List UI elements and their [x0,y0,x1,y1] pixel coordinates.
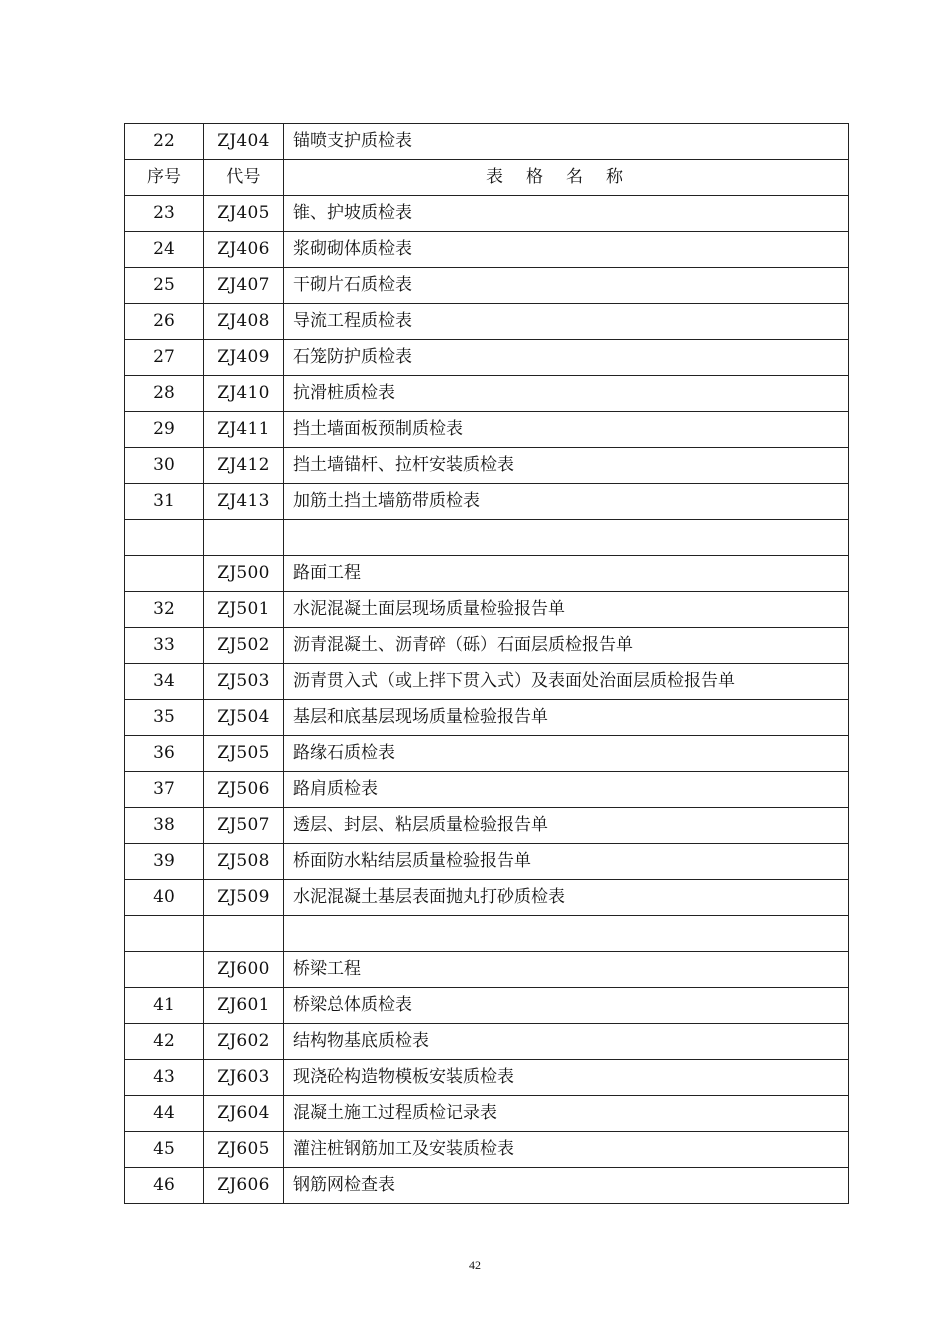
form-code: ZJ507 [204,808,284,844]
form-name: 浆砌砌体质检表 [284,232,849,268]
header-form-code: 代号 [204,160,284,196]
form-code: ZJ605 [204,1132,284,1168]
form-name: 路面工程 [284,556,849,592]
page-number: 42 [469,1258,481,1272]
form-name: 灌注桩钢筋加工及安装质检表 [284,1132,849,1168]
form-code: ZJ413 [204,484,284,520]
form-code: ZJ603 [204,1060,284,1096]
form-name: 干砌片石质检表 [284,268,849,304]
table-row [125,340,849,376]
form-name: 钢筋网检查表 [284,1168,849,1204]
row-number: 45 [125,1132,204,1168]
form-code: ZJ504 [204,700,284,736]
form-code: ZJ406 [204,232,284,268]
form-code: ZJ408 [204,304,284,340]
table-row [125,412,849,448]
table-row [125,268,849,304]
form-name: 导流工程质检表 [284,304,849,340]
row-number: 27 [125,340,204,376]
form-name: 桥面防水粘结层质量检验报告单 [284,844,849,880]
form-code: ZJ509 [204,880,284,916]
row-number: 22 [125,124,204,160]
form-name: 透层、封层、粘层质量检验报告单 [284,808,849,844]
form-code: ZJ405 [204,196,284,232]
table-row [125,1132,849,1168]
table-row [125,628,849,664]
row-number: 25 [125,268,204,304]
form-code: ZJ407 [204,268,284,304]
row-number: 43 [125,1060,204,1096]
form-code: ZJ602 [204,1024,284,1060]
table-row [125,988,849,1024]
form-name: 结构物基底质检表 [284,1024,849,1060]
row-number: 37 [125,772,204,808]
form-name: 锥、护坡质检表 [284,196,849,232]
row-number: 29 [125,412,204,448]
form-name: 石笼防护质检表 [284,340,849,376]
row-number: 38 [125,808,204,844]
table-row [125,484,849,520]
form-index-table [124,123,849,1204]
header-row-number: 序号 [125,160,204,196]
row-number [125,952,204,988]
table-body [125,124,849,1204]
table-row [125,700,849,736]
form-name: 混凝土施工过程质检记录表 [284,1096,849,1132]
row-number: 32 [125,592,204,628]
row-number: 28 [125,376,204,412]
table-row [125,844,849,880]
table-row [125,1168,849,1204]
row-number: 30 [125,448,204,484]
row-number: 36 [125,736,204,772]
form-code [204,916,284,952]
form-name: 沥青贯入式（或上拌下贯入式）及表面处治面层质检报告单 [284,664,849,700]
table-row [125,1096,849,1132]
row-number: 31 [125,484,204,520]
form-code [204,520,284,556]
row-number: 39 [125,844,204,880]
form-name: 基层和底基层现场质量检验报告单 [284,700,849,736]
row-number [125,556,204,592]
row-number: 23 [125,196,204,232]
form-name: 加筋土挡土墙筋带质检表 [284,484,849,520]
table-row [125,736,849,772]
form-name: 挡土墙锚杆、拉杆安装质检表 [284,448,849,484]
form-code: ZJ501 [204,592,284,628]
table-row [125,592,849,628]
row-number: 34 [125,664,204,700]
form-code: ZJ404 [204,124,284,160]
form-code: ZJ409 [204,340,284,376]
form-code: ZJ412 [204,448,284,484]
table-row [125,1024,849,1060]
form-code: ZJ508 [204,844,284,880]
table-header-row [125,160,849,196]
form-code: ZJ604 [204,1096,284,1132]
table-row [125,880,849,916]
table-row [125,916,849,952]
form-code: ZJ411 [204,412,284,448]
row-number: 44 [125,1096,204,1132]
form-code: ZJ600 [204,952,284,988]
row-number: 40 [125,880,204,916]
table-row [125,952,849,988]
table-row [125,124,849,160]
form-name: 锚喷支护质检表 [284,124,849,160]
row-number: 42 [125,1024,204,1060]
form-name: 桥梁总体质检表 [284,988,849,1024]
table-row [125,304,849,340]
table-row [125,664,849,700]
form-code: ZJ506 [204,772,284,808]
row-number [125,916,204,952]
form-name: 水泥混凝土基层表面抛丸打砂质检表 [284,880,849,916]
row-number: 46 [125,1168,204,1204]
header-form-name: 表格名称 [284,160,849,196]
form-code: ZJ410 [204,376,284,412]
table-row [125,448,849,484]
form-name: 挡土墙面板预制质检表 [284,412,849,448]
form-name: 路缘石质检表 [284,736,849,772]
row-number: 26 [125,304,204,340]
table-row [125,232,849,268]
row-number: 41 [125,988,204,1024]
form-code: ZJ505 [204,736,284,772]
form-code: ZJ503 [204,664,284,700]
form-name [284,916,849,952]
form-name: 水泥混凝土面层现场质量检验报告单 [284,592,849,628]
row-number [125,520,204,556]
form-name: 桥梁工程 [284,952,849,988]
form-name: 路肩质检表 [284,772,849,808]
table-row [125,196,849,232]
form-name: 沥青混凝土、沥青碎（砾）石面层质检报告单 [284,628,849,664]
table-row [125,1060,849,1096]
form-name [284,520,849,556]
row-number: 24 [125,232,204,268]
table-row [125,808,849,844]
table-row [125,376,849,412]
table-row [125,772,849,808]
form-code: ZJ601 [204,988,284,1024]
table-row [125,520,849,556]
row-number: 33 [125,628,204,664]
table-row [125,556,849,592]
form-code: ZJ500 [204,556,284,592]
form-name: 现浇砼构造物模板安装质检表 [284,1060,849,1096]
row-number: 35 [125,700,204,736]
form-name: 抗滑桩质检表 [284,376,849,412]
form-code: ZJ502 [204,628,284,664]
form-code: ZJ606 [204,1168,284,1204]
